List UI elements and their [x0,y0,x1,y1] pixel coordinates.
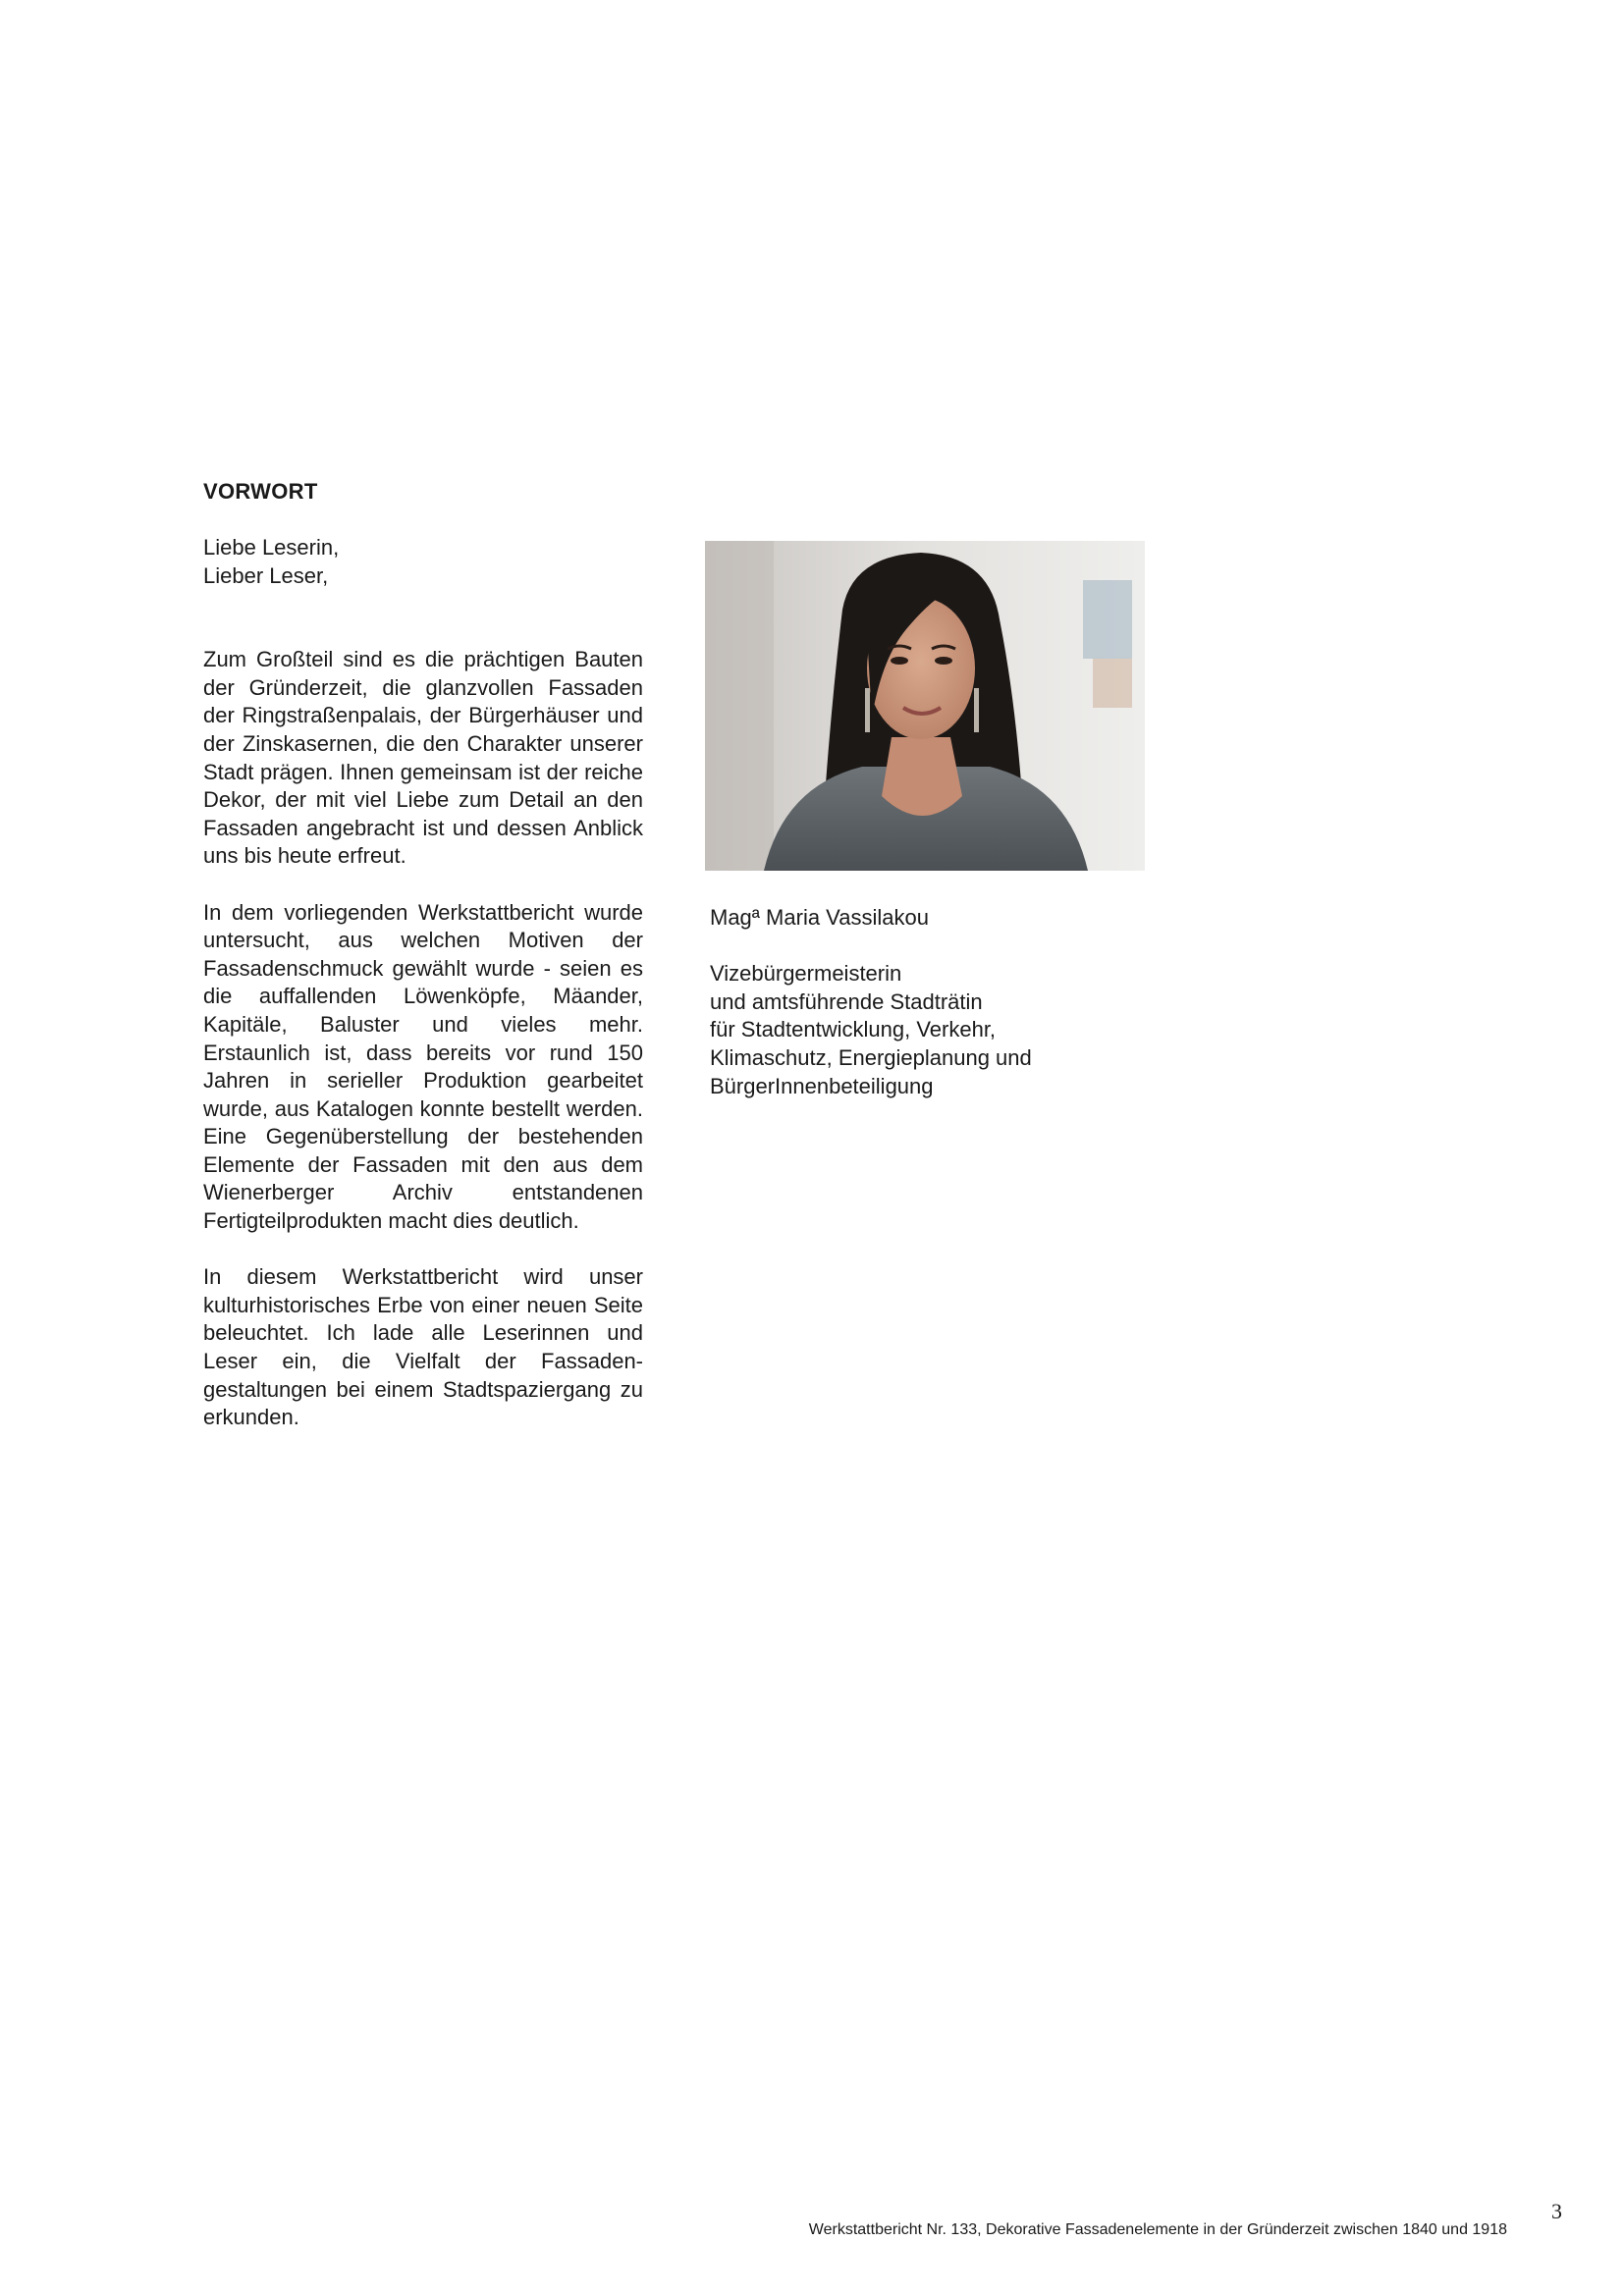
author-title-line-1: Vizebürgermeisterin [710,961,902,987]
salutation-line-2: Lieber Leser, [203,562,329,588]
page-number: 3 [1551,2199,1562,2223]
author-title-line-3: für Stadtentwicklung, Verkehr, [710,1017,997,1042]
paragraph-3: In diesem Werkstattbericht wird unser kulturhistorisches Erbe von einer neuen Seite beleuchtet. Ich lade alle Leserinnen und Leser ein, die Vielfalt der Fassaden-gestaltungen bei einem Stadtspaziergang zu erkunden. [203,1264,643,1430]
author-title [710,960,1122,1100]
author-title-line-5: BürgerInnenbeteiligung [710,1073,934,1098]
author-title-line-2: und amtsführende Stadträtin [710,988,983,1014]
page-heading: VORWORT [203,479,318,504]
paragraph-2: In dem vorliegenden Werkstattbericht wurde untersucht, aus welchen Motiven der Fassadenschmuck gewählt wurde - seien es die auffallenden Löwenköpfe, Mäander, Kapitäle, Baluster und vieles mehr. Erstaunlich ist, dass bereits vor rund 150 Jahren in serieller Produktion gearbeitet wurde, aus Katalogen konnte bestellt werden. Eine Gegenüberstellung der bestehenden Elemente der Fassaden mit den aus dem Wienerberger Archiv entstandenen Fertigteilprodukten macht dies deutlich. [203,899,643,1234]
salutation [203,534,643,590]
author-title-line-4: Klimaschutz, Energieplanung und [710,1044,1032,1070]
paragraph-1: Zum Großteil sind es die prächtigen Bauten der Gründerzeit, die glanzvollen Fassaden der Ringstraßenpalais, der Bürgerhäuser und der Zinskasernen, die den Charakter unserer Stadt prägen. Ihnen gemeinsam ist der reiche Dekor, der mit viel Liebe zum Detail an den Fassaden angebracht ist und dessen Anblick uns bis heute erfreut. [203,647,643,869]
author-caption [710,904,1122,1100]
foreword-text-column [203,534,643,1460]
author-name: Magª Maria Vassilakou [710,905,929,930]
salutation-line-1: Liebe Leserin, [203,535,340,560]
author-portrait-photo [705,541,1145,871]
footer-text: Werkstattbericht Nr. 133, Dekorative Fassadenelemente in der Gründerzeit zwischen 1840 und 1918 [808,2221,1507,2238]
